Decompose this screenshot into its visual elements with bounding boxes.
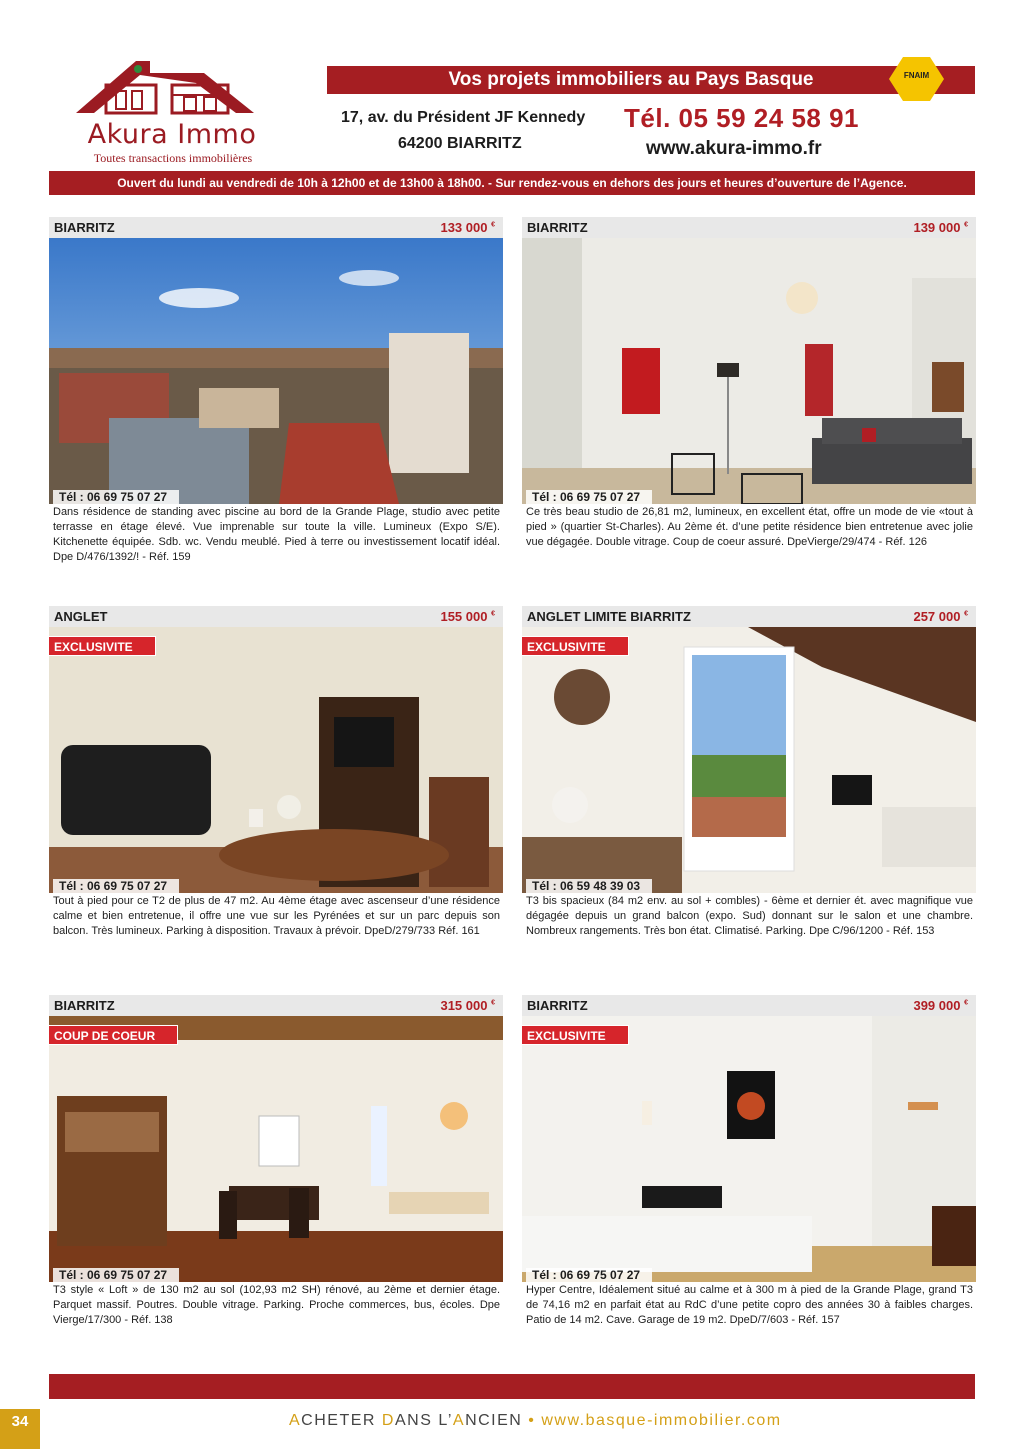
listing-photo[interactable]: [49, 238, 503, 504]
listing-card[interactable]: [522, 217, 976, 550]
listing-header: [49, 217, 503, 238]
listing-phone[interactable]: Tél : 06 69 75 07 27: [53, 1268, 179, 1282]
listing-card[interactable]: [49, 995, 503, 1328]
listing-phone[interactable]: Tél : 06 69 75 07 27: [53, 490, 179, 504]
footer-website-link[interactable]: www.basque-immobilier.com: [541, 1412, 782, 1429]
listing-city: BIARRITZ: [527, 998, 588, 1013]
listing-card[interactable]: [49, 606, 503, 939]
header-banner: Vos projets immobiliers au Pays Basque: [327, 66, 975, 94]
listing-phone[interactable]: Tél : 06 69 75 07 27: [526, 1268, 652, 1282]
listing-photo[interactable]: [49, 627, 503, 893]
listing-price: 139 000 €: [913, 220, 968, 235]
page-number: 34: [0, 1409, 40, 1449]
exclusive-tag: EXCLUSIVITE: [522, 636, 629, 656]
listing-price: 315 000 €: [440, 998, 495, 1013]
living-room-photo: [49, 627, 503, 893]
listing-description: Tout à pied pour ce T2 de plus de 47 m2. Au 4ème étage avec ascenseur d’une résidence calme et bien entretenue, il offre une vue sur les Pyrénées et sur un parc depuis son balcon. Très lumineux. Parking à disposition. Travaux à prévoir. DpeD/279/733 Réf. 161: [53, 895, 500, 937]
listing-header: [49, 995, 503, 1016]
listing-header: [522, 995, 976, 1016]
agency-address-city: 64200 BIARRITZ: [398, 135, 522, 152]
listing-card[interactable]: [522, 995, 976, 1328]
listing-header: [522, 606, 976, 627]
fnaim-badge: [889, 57, 944, 101]
listing-price: 399 000 €: [913, 998, 968, 1013]
listing-description: T3 bis spacieux (84 m2 env. au sol + combles) - 6ème et dernier ét. avec magnifique vue dégagée depuis un grand balcon (expo. Sud) donnant sur le salon et une chambre. Nombreux rangements. Très bon état. Climatisé. Parking. Dpe C/96/1200 - Réf. 153: [526, 895, 973, 937]
listing-city: ANGLET: [54, 609, 108, 624]
listing-description: Hyper Centre, Idéalement situé au calme et à 300 m à pied de la Grande Plage, grand T3 de 74,16 m2 en parfait état au RdC d’une petite copro des années 30 à faibles charges. Patio de 14 m2. Cave. Garage de 19 m2. DpeD/7/603 - Réf. 157: [526, 1284, 973, 1326]
exclusive-tag: EXCLUSIVITE: [522, 1025, 629, 1045]
agency-address-street: 17, av. du Président JF Kennedy: [341, 109, 586, 126]
listing-description: Ce très beau studio de 26,81 m2, lumineux, en excellent état, offre un mode de vie «tout à pied » (quartier St-Charles). Au 2ème ét. d’une petite résidence bien entretenue avec jolie vue dégagée. Double vitrage. Coup de coeur assuré. DpeVierge/29/474 - Réf. 126: [526, 506, 973, 548]
listing-header: [49, 606, 503, 627]
listing-city: BIARRITZ: [54, 998, 115, 1013]
listing-phone[interactable]: Tél : 06 59 48 39 03: [526, 879, 652, 893]
agency-website[interactable]: www.akura-immo.fr: [646, 138, 822, 159]
agency-phone[interactable]: Tél. 05 59 24 58 91: [624, 103, 860, 133]
loft-dining-photo: [49, 1016, 503, 1282]
listing-city: BIARRITZ: [54, 220, 115, 235]
fnaim-label: FNAIM: [903, 71, 930, 80]
listing-description: T3 style « Loft » de 130 m2 au sol (102,93 m2 SH) rénové, au 2ème et dernier étage. Parquet massif. Poutres. Double vitrage. Parking. Proche commerces, bus, écoles. Dpe Vierge/17/300 - Réf. 138: [53, 1284, 500, 1326]
listing-photo[interactable]: [522, 627, 976, 893]
listing-photo[interactable]: [49, 1016, 503, 1282]
listing-photo[interactable]: [522, 238, 976, 504]
footer-tagline: ACHETER DANS L’ANCIEN • www.basque-immobilier.com: [289, 1412, 782, 1429]
featured-tag: COUP DE COEUR: [49, 1025, 178, 1045]
listing-phone[interactable]: Tél : 06 69 75 07 27: [53, 879, 179, 893]
listing-city: ANGLET LIMITE BIARRITZ: [527, 609, 691, 624]
agency-logo: [76, 55, 262, 167]
opening-hours: Ouvert du lundi au vendredi de 10h à 12h00 et de 13h00 à 18h00. - Sur rendez-vous en dehors des jours et heures d’ouverture de l’Agence.: [49, 171, 975, 195]
footer-bar: [49, 1374, 975, 1399]
bedroom-photo: [522, 1016, 976, 1282]
listing-card[interactable]: [522, 606, 976, 939]
listing-city: BIARRITZ: [527, 220, 588, 235]
logo-tagline: Toutes transactions immobilières: [93, 151, 253, 165]
listing-price: 133 000 €: [440, 220, 495, 235]
logo-name: Akura Immo: [87, 119, 257, 150]
listing-phone[interactable]: Tél : 06 69 75 07 27: [526, 490, 652, 504]
studio-interior-photo: [522, 238, 976, 504]
exclusive-tag: EXCLUSIVITE: [49, 636, 156, 656]
listing-header: [522, 217, 976, 238]
house-logo-icon: [76, 55, 262, 125]
listing-card[interactable]: [49, 217, 503, 565]
listing-price: 155 000 €: [440, 609, 495, 624]
listing-price: 257 000 €: [913, 609, 968, 624]
listing-description: Dans résidence de standing avec piscine au bord de la Grande Plage, studio avec petite terrasse en étage élevé. Vue imprenable sur toute la ville. Lumineux (Expo S/E). Kitchenette équipée. Sdb. wc. Vendu meublé. Pied à terre ou investissement locatif idéal. Dpe D/476/1392/! - Réf. 159: [53, 506, 500, 563]
city-view-photo: [49, 238, 503, 504]
bright-apartment-photo: [522, 627, 976, 893]
listing-photo[interactable]: [522, 1016, 976, 1282]
